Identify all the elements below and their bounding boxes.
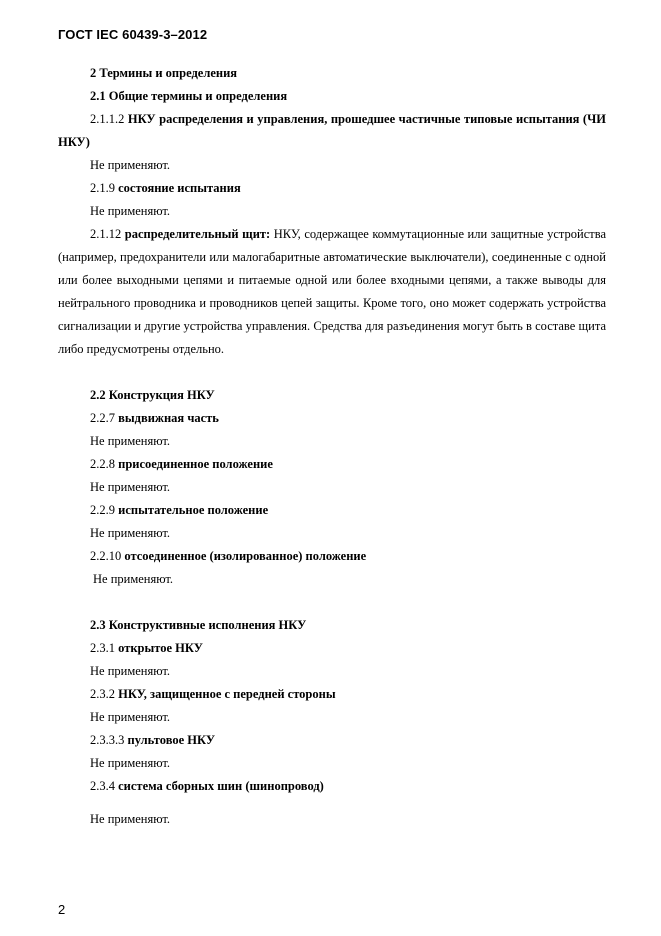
section-2-1-title: 2.1 Общие термины и определения xyxy=(90,89,288,103)
term-2-2-10: 2.2.10 отсоединенное (изолированное) положение xyxy=(90,549,367,563)
term-2-3-1: 2.3.1 открытое НКУ xyxy=(90,641,203,655)
term-2-3-2: 2.3.2 НКУ, защищенное с передней стороны xyxy=(90,687,336,701)
term-2-3-3-3: 2.3.3.3 пультовое НКУ xyxy=(90,733,215,747)
term-2-2-8: 2.2.8 присоединенное положение xyxy=(90,457,273,471)
term-2-1-1-2: 2.1.1.2 НКУ распределения и управления, прошедшее частичные типовые испытания (ЧИ НКУ) xyxy=(58,112,606,149)
term-2-1-9: 2.1.9 состояние испытания xyxy=(90,181,241,195)
term-2-1-12: 2.1.12 распределительный щит: НКУ, содержащее коммутационные или защитные устройства (например, предохранители или малогабаритные автоматические выключатели), соединенные с одной или более выходными цепями и питаемые одной или более входными цепями, а также выводы для нейтрального проводника и проводников цепей защиты. Кроме того, оно может содержать устройства сигнализации и другие устройства управления. Средства для разъединения могут быть в составе щита либо предусмотрены отдельно. xyxy=(58,227,606,356)
section-2-title: 2 Термины и определения xyxy=(90,66,238,80)
term-2-2-9-text: Не применяют. xyxy=(90,526,171,540)
term-2-2-7: 2.2.7 выдвижная часть xyxy=(90,411,219,425)
term-2-3-4-text: Не применяют. xyxy=(90,812,171,826)
term-2-3-3-3-text: Не применяют. xyxy=(90,756,171,770)
term-2-2-10-text: Не применяют. xyxy=(93,572,174,586)
term-2-2-8-text: Не применяют. xyxy=(90,480,171,494)
term-2-2-7-text: Не применяют. xyxy=(90,434,171,448)
term-2-3-2-text: Не применяют. xyxy=(90,710,171,724)
term-2-1-9-text: Не применяют. xyxy=(90,204,171,218)
document-body xyxy=(58,62,606,831)
page-number: 2 xyxy=(58,902,66,917)
term-2-1-1-2-text: Не применяют. xyxy=(90,158,171,172)
term-2-2-9: 2.2.9 испытательное положение xyxy=(90,503,269,517)
document-header: ГОСТ IEC 60439-3–2012 xyxy=(58,27,208,42)
term-2-3-4: 2.3.4 система сборных шин (шинопровод) xyxy=(90,779,324,793)
section-2-3-title: 2.3 Конструктивные исполнения НКУ xyxy=(90,618,307,632)
section-2-2-title: 2.2 Конструкция НКУ xyxy=(90,388,215,402)
term-2-3-1-text: Не применяют. xyxy=(90,664,171,678)
